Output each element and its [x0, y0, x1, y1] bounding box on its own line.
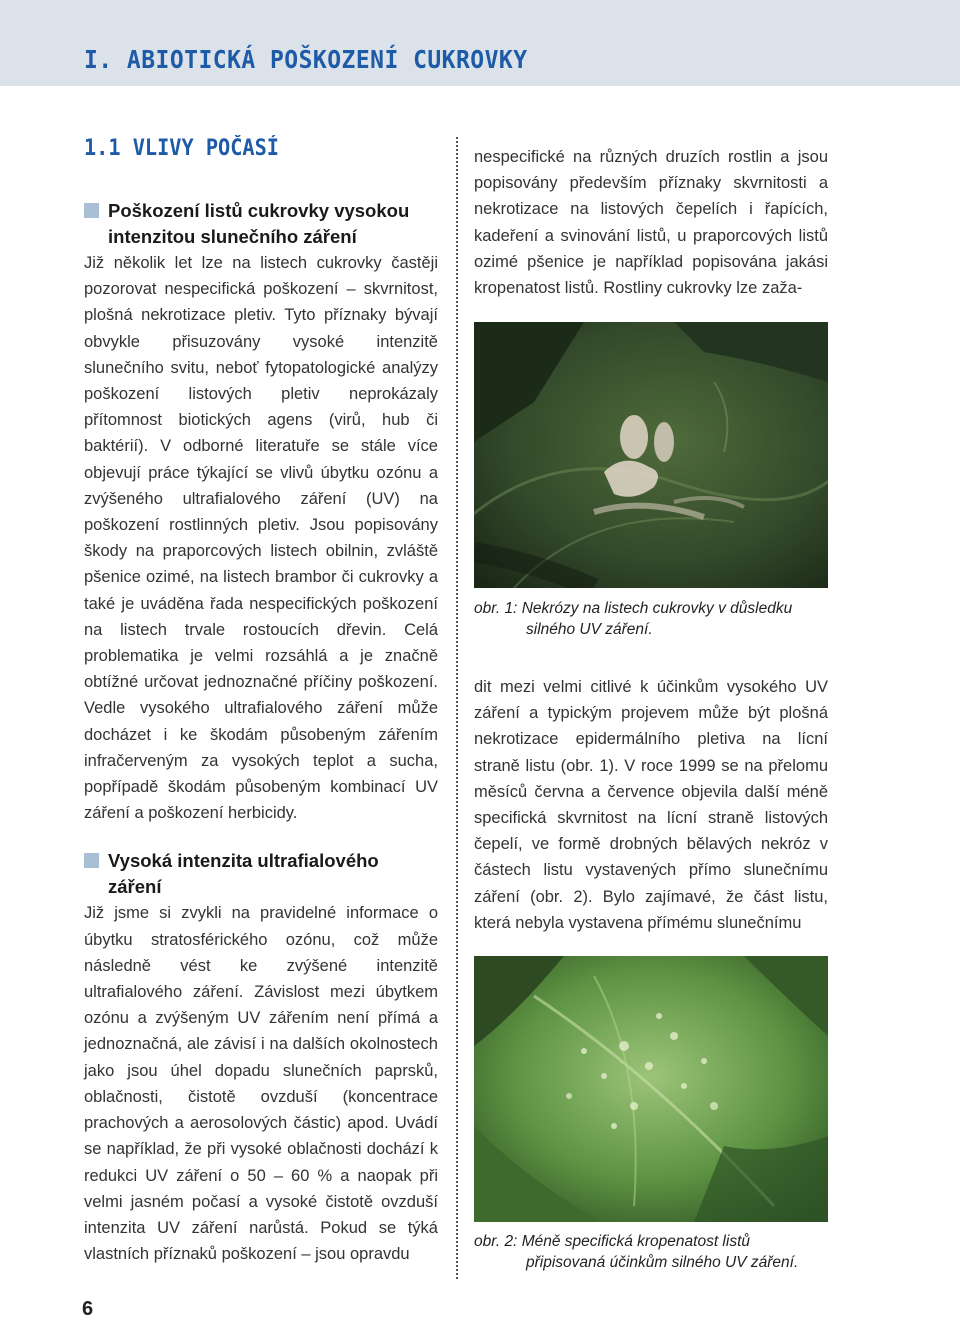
caption-line-2: silného UV záření. — [526, 621, 653, 638]
subheading-line-2: intenzitou slunečního záření — [108, 226, 357, 247]
paragraph-right-top: nespecifické na různých druzích rostlin a jsou popisovány především příznaky skvrnitosti a nekrotizace na listových čepelích i řapících, kadeření a svinování listů, u praporcových listů ozimé pšenice je například popisována jakási kropenatost listů. Rostliny cukrovky lze zaža- — [474, 148, 828, 298]
paragraph-leaf-damage: Již několik let lze na listech cukrovky častěji pozorovat nespecifická poškození – skvrnitost, plošná nekrotizace pletiv. Tyto příznaky bývají obvykle přisuzovány vysoké intenzitě slunečního svitu, neboť fytopatologické analýzy poškození listových pletiv neprokázaly přítomnost biotických agens (virů, hub či baktérií). V odborné literatuře se stále více objevují práce týkající se vlivů úbytku ozónu a zvýšeného ultrafialového záření (UV) na poškození rostlinných pletiv. Jsou popisovány škody na praporcových listech obilnin, zvláště pšenice ozimé, na listech brambor či cukrovky a také je uváděna řada nespecifických poškození na listech trvale rostoucích dřevin. Celá problematika je velmi rozsáhlá a je značně obtížné určovat jednoznačné příčiny poškození. Vedle vysokého ultrafialového záření může docházet i ke škodám působeným zářením infračerveným za vysokých teplot a sucha, popřípadě škodám působeným kombinací UV záření a poškození herbicidy. — [84, 254, 438, 823]
caption-line-2: připisovaná účinkům silného UV záření. — [526, 1254, 799, 1271]
subheading-uv-leaf-damage — [84, 198, 438, 250]
bullet-square-icon — [84, 203, 99, 218]
subheading-line-2: záření — [108, 876, 162, 898]
section-title: 1.1 VLIVY POČASÍ — [84, 136, 279, 161]
figure-label: obr. 2: — [474, 1233, 518, 1250]
subheading-line-1: Vysoká intenzita ultrafialového — [108, 850, 379, 872]
figure-label: obr. 1: — [474, 600, 518, 617]
column-divider — [456, 137, 458, 1279]
figure-2-caption — [474, 1231, 844, 1273]
left-column — [84, 198, 438, 1267]
paragraph-right-middle: dit mezi velmi citlivé k účinkům vysokého UV záření a typickým projevem může být plošná nekrotizace epidermálního pletiva na lícní straně listu (obr. 1). V roce 1999 se na přelomu měsíců června a července objevila další méně specifická skvrnitost na lícní straně listových čepelí, ve formě drobných bělavých nekróz v částech listu vystavených přímo slunečnímu záření (obr. 2). Bylo zajímavé, že část listu, která nebyla vystavena přímému slunečnímu — [474, 678, 828, 932]
subheading-uv-intensity — [84, 848, 438, 900]
figure-2-photo — [474, 956, 828, 1222]
figure-1-photo — [474, 322, 828, 588]
subheading-line-1: Poškození listů cukrovky vysokou — [108, 200, 410, 221]
figure-1-caption — [474, 598, 844, 640]
bullet-square-icon — [84, 853, 99, 868]
paragraph-uv-intensity: Již jsme si zvykli na pravidelné informace o úbytku stratosférického ozónu, což může následně vést ke zvýšené intenzitě ultrafialového záření. Závislost mezi úbytkem ozónu a zvýšeným UV zářením není přímá a jednoznačná, ale závisí i na dalších okolnostech jako jsou úhel dopadu slunečních paprsků, oblačnosti, čistotě ovzduší (koncentrace prachových a aerosolových částic) apod. Uvádí se například, že při vysoké oblačnosti dochází k redukci UV záření o 50 – 60 % a naopak při velmi jasném počasí a vysoké čistotě ovzduší intenzita UV záření narůstá. Pokud se týká vlastních příznaků poškození – jsou opravdu — [84, 904, 438, 1264]
chapter-title: I. ABIOTICKÁ POŠKOZENÍ CUKROVKY — [84, 45, 528, 74]
page-number: 6 — [82, 1298, 94, 1320]
caption-line-1: Méně specifická kropenatost listů — [521, 1233, 750, 1250]
caption-line-1: Nekrózy na listech cukrovky v důsledku — [521, 600, 793, 617]
